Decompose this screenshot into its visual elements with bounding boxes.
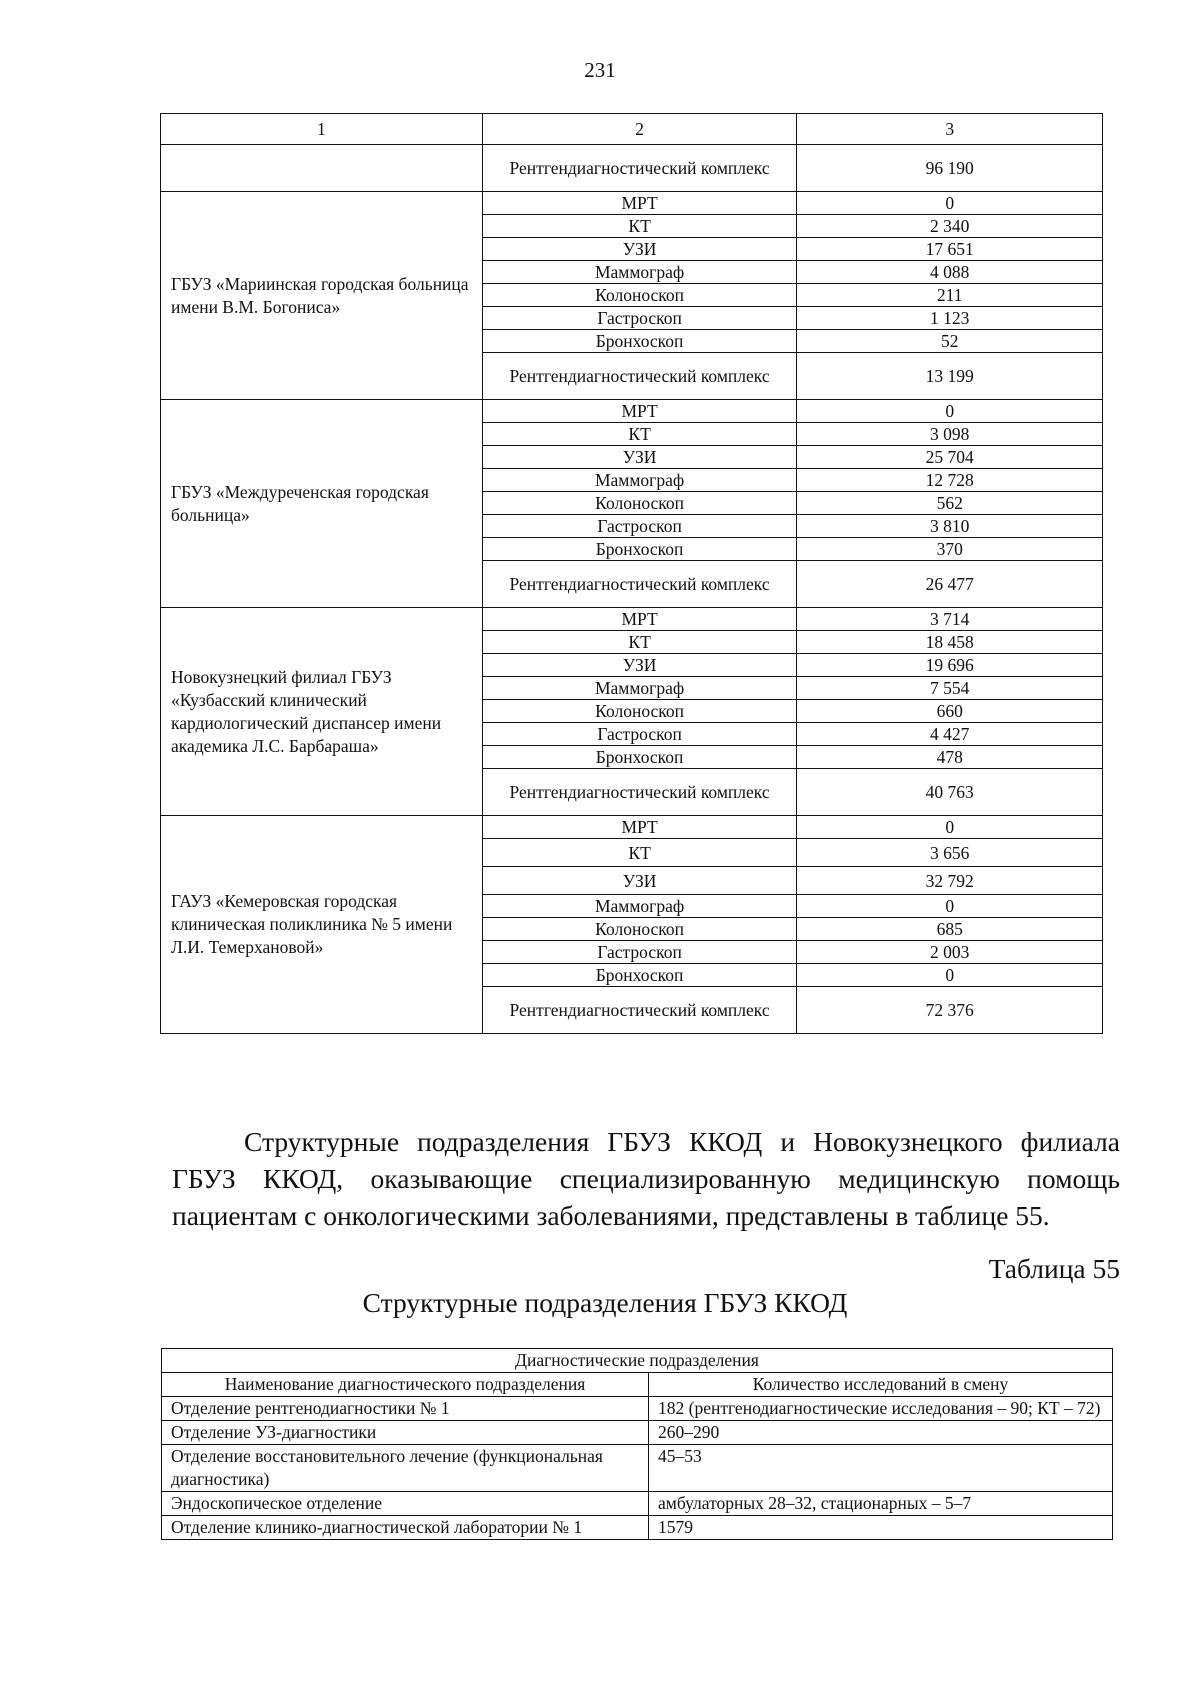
table-row bbox=[161, 608, 1103, 631]
device-cell: КТ bbox=[482, 839, 797, 867]
value-cell: 4 088 bbox=[797, 261, 1103, 284]
column-number-cell: 2 bbox=[482, 114, 797, 145]
table-row bbox=[161, 192, 1103, 215]
group-header-cell: Диагностические подразделения bbox=[162, 1349, 1113, 1373]
table-row bbox=[162, 1397, 1113, 1421]
studies-count-cell: амбулаторных 28–32, стационарных – 5–7 bbox=[649, 1492, 1113, 1516]
device-cell: Колоноскоп bbox=[482, 492, 797, 515]
value-cell: 32 792 bbox=[797, 867, 1103, 895]
device-cell: Колоноскоп bbox=[482, 700, 797, 723]
device-cell: Гастроскоп bbox=[482, 723, 797, 746]
value-cell: 96 190 bbox=[797, 145, 1103, 192]
studies-count-cell: 1579 bbox=[649, 1516, 1113, 1540]
table-caption: Структурные подразделения ГБУЗ ККОД bbox=[362, 1287, 848, 1318]
device-cell: Гастроскоп bbox=[482, 515, 797, 538]
value-cell: 26 477 bbox=[797, 561, 1103, 608]
unit-name-cell: Отделение восстановительного лечение (функциональная диагностика) bbox=[162, 1445, 649, 1492]
value-cell: 13 199 bbox=[797, 353, 1103, 400]
column-header: Наименование диагностического подразделения bbox=[162, 1373, 649, 1397]
studies-count-cell: 260–290 bbox=[649, 1421, 1113, 1445]
device-cell: УЗИ bbox=[482, 446, 797, 469]
device-cell: МРТ bbox=[482, 400, 797, 423]
table-row bbox=[162, 1445, 1113, 1492]
device-cell: Колоноскоп bbox=[482, 918, 797, 941]
value-cell: 3 656 bbox=[797, 839, 1103, 867]
value-cell: 7 554 bbox=[797, 677, 1103, 700]
device-cell: Рентгендиагностический комплекс bbox=[482, 987, 797, 1034]
device-cell: УЗИ bbox=[482, 867, 797, 895]
unit-name-cell: Отделение рентгенодиагностики № 1 bbox=[162, 1397, 649, 1421]
table-header-row bbox=[161, 114, 1103, 145]
value-cell: 19 696 bbox=[797, 654, 1103, 677]
value-cell: 0 bbox=[797, 895, 1103, 918]
device-cell: МРТ bbox=[482, 608, 797, 631]
device-cell: Рентгендиагностический комплекс bbox=[482, 769, 797, 816]
value-cell: 2 340 bbox=[797, 215, 1103, 238]
unit-name-cell: Эндоскопическое отделение bbox=[162, 1492, 649, 1516]
device-cell: Маммограф bbox=[482, 469, 797, 492]
table-header-row bbox=[162, 1373, 1113, 1397]
value-cell: 0 bbox=[797, 816, 1103, 839]
device-cell: Бронхоскоп bbox=[482, 538, 797, 561]
value-cell: 0 bbox=[797, 192, 1103, 215]
table-row bbox=[162, 1492, 1113, 1516]
column-number-cell: 1 bbox=[161, 114, 483, 145]
table-row bbox=[161, 816, 1103, 839]
page-number: 231 bbox=[584, 58, 616, 82]
device-cell: Бронхоскоп bbox=[482, 746, 797, 769]
device-cell: Бронхоскоп bbox=[482, 330, 797, 353]
device-cell: КТ bbox=[482, 215, 797, 238]
device-cell: МРТ bbox=[482, 816, 797, 839]
value-cell: 211 bbox=[797, 284, 1103, 307]
device-cell: Маммограф bbox=[482, 261, 797, 284]
device-cell: Рентгендиагностический комплекс bbox=[482, 561, 797, 608]
value-cell: 40 763 bbox=[797, 769, 1103, 816]
device-cell: Гастроскоп bbox=[482, 941, 797, 964]
studies-count-cell: 45–53 bbox=[649, 1445, 1113, 1492]
structural-units-table bbox=[161, 1348, 1113, 1540]
value-cell: 25 704 bbox=[797, 446, 1103, 469]
device-cell: Гастроскоп bbox=[482, 307, 797, 330]
device-cell: Бронхоскоп bbox=[482, 964, 797, 987]
value-cell: 12 728 bbox=[797, 469, 1103, 492]
table-number-label: Таблица 55 bbox=[988, 1253, 1120, 1284]
column-header: Количество исследований в смену bbox=[649, 1373, 1113, 1397]
institution-name-cell: Новокузнецкий филиал ГБУЗ «Кузбасский клинический кардиологический диспансер имени академика Л.С. Барбараша» bbox=[161, 608, 483, 816]
value-cell: 4 427 bbox=[797, 723, 1103, 746]
equipment-load-table bbox=[160, 113, 1103, 1034]
table-row bbox=[162, 1516, 1113, 1540]
value-cell: 0 bbox=[797, 400, 1103, 423]
studies-count-cell: 182 (рентгенодиагностические исследования – 90; КТ – 72) bbox=[649, 1397, 1113, 1421]
column-number-cell: 3 bbox=[797, 114, 1103, 145]
value-cell: 660 bbox=[797, 700, 1103, 723]
device-cell: Рентгендиагностический комплекс bbox=[482, 353, 797, 400]
value-cell: 2 003 bbox=[797, 941, 1103, 964]
value-cell: 0 bbox=[797, 964, 1103, 987]
table-group-header-row bbox=[162, 1349, 1113, 1373]
institution-cell bbox=[161, 145, 483, 192]
device-cell: УЗИ bbox=[482, 654, 797, 677]
table-row bbox=[162, 1421, 1113, 1445]
device-cell: Колоноскоп bbox=[482, 284, 797, 307]
value-cell: 3 810 bbox=[797, 515, 1103, 538]
institution-name-cell: ГАУЗ «Кемеровская городская клиническая поликлиника № 5 имени Л.И. Темерхановой» bbox=[161, 816, 483, 1034]
device-cell: МРТ bbox=[482, 192, 797, 215]
value-cell: 3 714 bbox=[797, 608, 1103, 631]
value-cell: 1 123 bbox=[797, 307, 1103, 330]
value-cell: 3 098 bbox=[797, 423, 1103, 446]
device-cell: Маммограф bbox=[482, 895, 797, 918]
value-cell: 478 bbox=[797, 746, 1103, 769]
device-cell: КТ bbox=[482, 423, 797, 446]
institution-name-cell: ГБУЗ «Междуреченская городская больница» bbox=[161, 400, 483, 608]
unit-name-cell: Отделение УЗ-диагностики bbox=[162, 1421, 649, 1445]
value-cell: 72 376 bbox=[797, 987, 1103, 1034]
table-row bbox=[161, 400, 1103, 423]
value-cell: 370 bbox=[797, 538, 1103, 561]
device-cell: Рентгендиагностический комплекс bbox=[482, 145, 797, 192]
value-cell: 685 bbox=[797, 918, 1103, 941]
table-row bbox=[161, 145, 1103, 192]
unit-name-cell: Отделение клинико-диагностической лаборатории № 1 bbox=[162, 1516, 649, 1540]
value-cell: 18 458 bbox=[797, 631, 1103, 654]
device-cell: Маммограф bbox=[482, 677, 797, 700]
value-cell: 52 bbox=[797, 330, 1103, 353]
value-cell: 562 bbox=[797, 492, 1103, 515]
device-cell: КТ bbox=[482, 631, 797, 654]
body-paragraph: Структурные подразделения ГБУЗ ККОД и Новокузнецкого филиала ГБУЗ ККОД, оказывающие специализированную медицинскую помощь пациентам с онкологическими заболеваниями, представлены в таблице 55. bbox=[172, 1126, 1120, 1231]
institution-name-cell: ГБУЗ «Мариинская городская больница имени В.М. Богониса» bbox=[161, 192, 483, 400]
device-cell: УЗИ bbox=[482, 238, 797, 261]
value-cell: 17 651 bbox=[797, 238, 1103, 261]
